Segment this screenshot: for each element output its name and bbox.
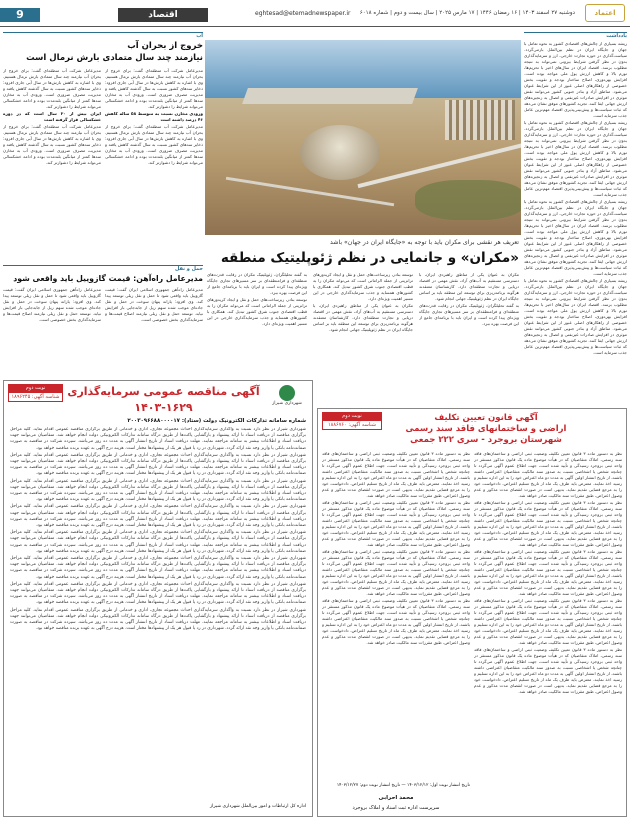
ad-title: آگهی قانون تعیین تکلیف: [434, 413, 538, 423]
left-news-rail: [3, 265, 203, 375]
news-subhead: ورودی مخازن نسبت به متوسط ۵۸ ساله کاهش ۴۶ درصد داشته است: [105, 111, 203, 122]
page-number: 9: [0, 8, 40, 22]
news-subheadline: نیازمند چند سال متمادی بارش نرمال است: [26, 53, 203, 63]
newspaper-logo: اعتماد: [585, 4, 625, 22]
news-body: مدیرعامل راه‌آهن جمهوری اسلامی ایران گفت: قیمت گازوییل باید واقعی شود تا حمل و نقل ریلی توسعه پیدا کند. وی افزود: یارانه پنهان سوخت در حمل و نقل جاده‌ای موجب شده سهم ریل از جابه‌جایی بار افزایش نیابد. توسعه حمل و نقل ریلی نیازمند اصلاح قیمت‌ها و سرمایه‌گذاری بخش خصوصی است.: [105, 287, 203, 322]
ad-stamp: نوبت دوم شناسه آگهی: ۱۸۸۶۷۶۰: [322, 412, 382, 430]
feature-kicker: تعریف هر نقشی برای مکران باید با توجه به «جایگاه ایران در جهان» باشد: [330, 239, 519, 246]
dateline: دوشنبه ۲۷ اسفند ۱۴۰۳ | ۱۶ رمضان ۱۴۴۶ | ۱۷ مارس ۲۰۲۵ | سال بیست و دوم | شماره ۶۰۱۸: [359, 10, 575, 16]
land-registry-ad: [317, 408, 627, 817]
ad-body: نظر به دستور ماده ۳ قانون تعیین تکلیف وضعیت ثبتی اراضی و ساختمان‌های فاقد سند رسمی، املاک متقاضیان که در هیأت موضوع ماده یک قانون مذکور مستقر در واحد ثبتی بروجرد رسیدگی و تأیید شده است، جهت اطلاع عموم آگهی می‌گردد تا چنانچه شخص یا اشخاصی نسبت به صدور سند مالکیت متقاضیان اعتراضی داشته باشند، از تاریخ انتشار اولین آگهی به مدت دو ماه اعتراض خود را به این اداره تسلیم و رسید اخذ نمایند. معترض باید ظرف یک ماه از تاریخ تسلیم اعتراض، دادخواست خود را به مرجع قضایی تقدیم نماید. بدیهی است در صورت انقضای مدت مذکور و عدم وصول اعتراض، طبق مقررات سند مالکیت صادر خواهد شد. نظر به دستور ماده ۳ قانون تعیین تکلیف وضعیت ثبتی اراضی و ساختمان‌های فاقد سند رسمی، املاک متقاضیان که در هیأت موضوع ماده یک قانون مذکور مستقر در واحد ثبتی بروجرد رسیدگی و تأیید شده است، جهت اطلاع عموم آگهی می‌گردد تا چنانچه شخص یا اشخاصی نسبت به صدور سند مالکیت متقاضیان اعتراضی داشته باشند، از تاریخ انتشار اولین آگهی به مدت دو ماه اعتراض خود را به این اداره تسلیم و رسید اخذ نمایند. معترض باید ظرف یک ماه از تاریخ تسلیم اعتراض، دادخواست خود را به مرجع قضایی تقدیم نماید. بدیهی است در صورت انقضای مدت مذکور و عدم وصول اعتراض، طبق مقررات سند مالکیت صادر خواهد شد. نظر به دستور ماده ۳ قانون تعیین تکلیف وضعیت ثبتی اراضی و ساختمان‌های فاقد سند رسمی، املاک متقاضیان که در هیأت موضوع ماده یک قانون مذکور مستقر در واحد ثبتی بروجرد رسیدگی و تأیید شده است، جهت اطلاع عموم آگهی می‌گردد تا چنانچه شخص یا اشخاصی نسبت به صدور سند مالکیت متقاضیان اعتراضی داشته باشند، از تاریخ انتشار اولین آگهی به مدت دو ماه اعتراض خود را به این اداره تسلیم و رسید اخذ نمایند. معترض باید ظرف یک ماه از تاریخ تسلیم اعتراض، دادخواست خود را به مرجع قضایی تقدیم نماید. بدیهی است در صورت انقضای مدت مذکور و عدم وصول اعتراض، طبق مقررات سند مالکیت صادر خواهد شد. نظر به دستور ماده ۳ قانون تعیین تکلیف وضعیت ثبتی اراضی و ساختمان‌های فاقد سند رسمی، املاک متقاضیان که در هیأت موضوع ماده یک قانون مذکور مستقر در واحد ثبتی بروجرد رسیدگی و تأیید شده است، جهت اطلاع عموم آگهی می‌گردد تا چنانچه شخص یا اشخاصی نسبت به صدور سند مالکیت متقاضیان اعتراضی داشته باشند، از تاریخ انتشار اولین آگهی به مدت دو ماه اعتراض خود را به این اداره تسلیم و رسید اخذ نمایند. معترض باید ظرف یک ماه از تاریخ تسلیم اعتراض، دادخواست خود را به مرجع قضایی تقدیم نماید. بدیهی است در صورت انقضای مدت مذکور و عدم وصول اعتراض، طبق مقررات سند مالکیت صادر خواهد شد. نظر به دستور ماده ۳ قانون تعیین تکلیف وضعیت ثبتی اراضی و ساختمان‌های فاقد سند رسمی، املاک متقاضیان که در هیأت موضوع ماده یک قانون مذکور مستقر در واحد ثبتی بروجرد رسیدگی و تأیید شده است، جهت اطلاع عموم آگهی می‌گردد تا چنانچه شخص یا اشخاصی نسبت به صدور سند مالکیت متقاضیان اعتراضی داشته باشند، از تاریخ انتشار اولین آگهی به مدت دو ماه اعتراض خود را به این اداره تسلیم و رسید اخذ نمایند. معترض باید ظرف یک ماه از تاریخ تسلیم اعتراض، دادخواست خود را به مرجع قضایی تقدیم نماید. بدیهی است در صورت انقضای مدت مذکور و عدم وصول اعتراض، طبق مقررات سند مالکیت صادر خواهد شد.: [474, 451, 622, 694]
ad-footer: اداره کل ارتباطات و امور بین‌الملل شهرداری شیراز: [210, 804, 306, 809]
news-body: مدیرعامل شرکت آب منطقه‌ای گفت: برای خروج از بحران آب نیازمند چند سال متمادی بارش نرمال هستیم. وی با اشاره به کاهش بارش‌ها در سال آبی جاری افزود: ذخایر سدهای کشور نسبت به سال گذشته کاهش یافته و مدیریت مصرف ضروری است. ورودی آب به مخازن سدها کمتر از میانگین بلندمدت بوده و ادامه خشکسالی می‌تواند شرایط را دشوارتر کند. ایران بیش از ۳۰ سال است که در دوره خشکسالی قرار گرفته است مدیرعامل شرکت آب منطقه‌ای گفت: برای خروج از بحران آب نیازمند چند سال متمادی بارش نرمال هستیم. وی با اشاره به کاهش بارش‌ها در سال آبی جاری افزود: ذخایر سدهای کشور نسبت به سال گذشته کاهش یافته و مدیریت مصرف ضروری است. ورودی آب به مخازن سدها کمتر از میانگین بلندمدت بوده و ادامه خشکسالی می‌تواند شرایط را دشوارتر کند.: [3, 68, 101, 165]
ad-title: شهرستان بروجرد - سری ۲۲۲ جمعی: [410, 435, 562, 445]
news-tag: حمل و نقل: [175, 266, 203, 272]
right-column-note: [524, 32, 627, 404]
ad-signer-title: سرپرست اداره ثبت اسناد و املاک بروجرد: [352, 805, 440, 811]
feature-column: به گفته تحلیلگران، ژئوپلیتیک مکران در رقابت قدرت‌های منطقه‌ای و فرامنطقه‌ای بر سر مسیرهای تجاری جایگاه ویژه‌ای پیدا کرده است و ایران باید با برنامه‌ای جامع از این فرصت بهره ببرد. توسعه بنادر، زیرساخت‌های حمل و نقل و ایجاد کریدورهای ترانزیتی از جمله الزاماتی است که می‌تواند مکران را به قطب اقتصادی جنوب شرق کشور تبدیل کند. همکاری با کشورهای همسایه و جذب سرمایه‌گذاری خارجی در این مسیر اهمیت ویژه‌ای دارد.: [207, 272, 307, 326]
left-news-water: [3, 32, 203, 262]
note-body: ریشه بسیاری از چالش‌های اقتصادی کشور به نحوه تعامل با جهان و جایگاه ایران در نظم بین‌الملل بازمی‌گردد. سیاست‌گذاری در حوزه تجارت خارجی، ارز و سرمایه‌گذاری بدون در نظر گرفتن شرایط بیرونی نمی‌تواند به نتیجه مطلوب برسد. اقتصاد ایران در سال‌های اخیر با تحریم‌ها، تورم بالا و کاهش ارزش پول ملی مواجه بوده است. افزایش بهره‌وری، اصلاح ساختار بودجه و تقویت بخش خصوصی از راهکارهای اصلی عبور از این شرایط عنوان می‌شود. مناطق آزاد و بنادر جنوبی کشور می‌توانند نقش موثری در افزایش صادرات غیرنفتی و اتصال به زنجیره‌های ارزش جهانی ایفا کنند. تجربه کشورهای موفق نشان می‌دهد که ثبات سیاست‌ها و پیش‌بینی‌پذیری اقتصاد مهم‌ترین عامل جذب سرمایه است. ریشه بسیاری از چالش‌های اقتصادی کشور به نحوه تعامل با جهان و جایگاه ایران در نظم بین‌الملل بازمی‌گردد. سیاست‌گذاری در حوزه تجارت خارجی، ارز و سرمایه‌گذاری بدون در نظر گرفتن شرایط بیرونی نمی‌تواند به نتیجه مطلوب برسد. اقتصاد ایران در سال‌های اخیر با تحریم‌ها، تورم بالا و کاهش ارزش پول ملی مواجه بوده است. افزایش بهره‌وری، اصلاح ساختار بودجه و تقویت بخش خصوصی از راهکارهای اصلی عبور از این شرایط عنوان می‌شود. مناطق آزاد و بنادر جنوبی کشور می‌توانند نقش موثری در افزایش صادرات غیرنفتی و اتصال به زنجیره‌های ارزش جهانی ایفا کنند. تجربه کشورهای موفق نشان می‌دهد که ثبات سیاست‌ها و پیش‌بینی‌پذیری اقتصاد مهم‌ترین عامل جذب سرمایه است. ریشه بسیاری از چالش‌های اقتصادی کشور به نحوه تعامل با جهان و جایگاه ایران در نظم بین‌الملل بازمی‌گردد. سیاست‌گذاری در حوزه تجارت خارجی، ارز و سرمایه‌گذاری بدون در نظر گرفتن شرایط بیرونی نمی‌تواند به نتیجه مطلوب برسد. اقتصاد ایران در سال‌های اخیر با تحریم‌ها، تورم بالا و کاهش ارزش پول ملی مواجه بوده است. افزایش بهره‌وری، اصلاح ساختار بودجه و تقویت بخش خصوصی از راهکارهای اصلی عبور از این شرایط عنوان می‌شود. مناطق آزاد و بنادر جنوبی کشور می‌توانند نقش موثری در افزایش صادرات غیرنفتی و اتصال به زنجیره‌های ارزش جهانی ایفا کنند. تجربه کشورهای موفق نشان می‌دهد که ثبات سیاست‌ها و پیش‌بینی‌پذیری اقتصاد مهم‌ترین عامل جذب سرمایه است. ریشه بسیاری از چالش‌های اقتصادی کشور به نحوه تعامل با جهان و جایگاه ایران در نظم بین‌الملل بازمی‌گردد. سیاست‌گذاری در حوزه تجارت خارجی، ارز و سرمایه‌گذاری بدون در نظر گرفتن شرایط بیرونی نمی‌تواند به نتیجه مطلوب برسد. اقتصاد ایران در سال‌های اخیر با تحریم‌ها، تورم بالا و کاهش ارزش پول ملی مواجه بوده است. افزایش بهره‌وری، اصلاح ساختار بودجه و تقویت بخش خصوصی از راهکارهای اصلی عبور از این شرایط عنوان می‌شود. مناطق آزاد و بنادر جنوبی کشور می‌توانند نقش موثری در افزایش صادرات غیرنفتی و اتصال به زنجیره‌های ارزش جهانی ایفا کنند. تجربه کشورهای موفق نشان می‌دهد که ثبات سیاست‌ها و پیش‌بینی‌پذیری اقتصاد مهم‌ترین عامل جذب سرمایه است.: [524, 41, 627, 355]
ad-body: نظر به دستور ماده ۳ قانون تعیین تکلیف وضعیت ثبتی اراضی و ساختمان‌های فاقد سند رسمی، املاک متقاضیان که در هیأت موضوع ماده یک قانون مذکور مستقر در واحد ثبتی بروجرد رسیدگی و تأیید شده است، جهت اطلاع عموم آگهی می‌گردد تا چنانچه شخص یا اشخاصی نسبت به صدور سند مالکیت متقاضیان اعتراضی داشته باشند، از تاریخ انتشار اولین آگهی به مدت دو ماه اعتراض خود را به این اداره تسلیم و رسید اخذ نمایند. معترض باید ظرف یک ماه از تاریخ تسلیم اعتراض، دادخواست خود را به مرجع قضایی تقدیم نماید. بدیهی است در صورت انقضای مدت مذکور و عدم وصول اعتراض، طبق مقررات سند مالکیت صادر خواهد شد. نظر به دستور ماده ۳ قانون تعیین تکلیف وضعیت ثبتی اراضی و ساختمان‌های فاقد سند رسمی، املاک متقاضیان که در هیأت موضوع ماده یک قانون مذکور مستقر در واحد ثبتی بروجرد رسیدگی و تأیید شده است، جهت اطلاع عموم آگهی می‌گردد تا چنانچه شخص یا اشخاصی نسبت به صدور سند مالکیت متقاضیان اعتراضی داشته باشند، از تاریخ انتشار اولین آگهی به مدت دو ماه اعتراض خود را به این اداره تسلیم و رسید اخذ نمایند. معترض باید ظرف یک ماه از تاریخ تسلیم اعتراض، دادخواست خود را به مرجع قضایی تقدیم نماید. بدیهی است در صورت انقضای مدت مذکور و عدم وصول اعتراض، طبق مقررات سند مالکیت صادر خواهد شد. نظر به دستور ماده ۳ قانون تعیین تکلیف وضعیت ثبتی اراضی و ساختمان‌های فاقد سند رسمی، املاک متقاضیان که در هیأت موضوع ماده یک قانون مذکور مستقر در واحد ثبتی بروجرد رسیدگی و تأیید شده است، جهت اطلاع عموم آگهی می‌گردد تا چنانچه شخص یا اشخاصی نسبت به صدور سند مالکیت متقاضیان اعتراضی داشته باشند، از تاریخ انتشار اولین آگهی به مدت دو ماه اعتراض خود را به این اداره تسلیم و رسید اخذ نمایند. معترض باید ظرف یک ماه از تاریخ تسلیم اعتراض، دادخواست خود را به مرجع قضایی تقدیم نماید. بدیهی است در صورت انقضای مدت مذکور و عدم وصول اعتراض، طبق مقررات سند مالکیت صادر خواهد شد. نظر به دستور ماده ۳ قانون تعیین تکلیف وضعیت ثبتی اراضی و ساختمان‌های فاقد سند رسمی، املاک متقاضیان که در هیأت موضوع ماده یک قانون مذکور مستقر در واحد ثبتی بروجرد رسیدگی و تأیید شده است، جهت اطلاع عموم آگهی می‌گردد تا چنانچه شخص یا اشخاصی نسبت به صدور سند مالکیت متقاضیان اعتراضی داشته باشند، از تاریخ انتشار اولین آگهی به مدت دو ماه اعتراض خود را به این اداره تسلیم و رسید اخذ نمایند. معترض باید ظرف یک ماه از تاریخ تسلیم اعتراض، دادخواست خود را به مرجع قضایی تقدیم نماید. بدیهی است در صورت انقضای مدت مذکور و عدم وصول اعتراض، طبق مقررات سند مالکیت صادر خواهد شد.: [322, 451, 470, 645]
section-title: اقتصاد: [118, 8, 208, 22]
feature-body: [207, 272, 519, 377]
news-tag: آب: [196, 33, 203, 39]
ad-signer: محمد احرابی: [378, 795, 414, 801]
news-headline: مدیرعامل راه‌آهن: قیمت گازوییل باید واقعی شود: [13, 274, 203, 283]
feature-column: مکران به عنوان یکی از مناطق راهبردی ایران، با دسترسی مستقیم به آب‌های آزاد، نقش مهمی در اقتصاد دریایی و تجارت منطقه‌ای دارد. کارشناسان معتقدند هرگونه برنامه‌ریزی برای توسعه این منطقه باید بر اساس جایگاه ایران در نظم ژئوپلیتیک جهانی انجام شود. به گفته تحلیلگران، ژئوپلیتیک مکران در رقابت قدرت‌های منطقه‌ای و فرامنطقه‌ای بر سر مسیرهای تجاری جایگاه ویژه‌ای پیدا کرده است و ایران باید با برنامه‌ای جامع از این فرصت بهره ببرد.: [419, 272, 519, 326]
org-logo: [266, 385, 308, 415]
news-body: مدیرعامل راه‌آهن جمهوری اسلامی ایران گفت: قیمت گازوییل باید واقعی شود تا حمل و نقل ریلی توسعه پیدا کند. وی افزود: یارانه پنهان سوخت در حمل و نقل جاده‌ای موجب شده سهم ریل از جابه‌جایی بار افزایش نیابد. توسعه حمل و نقل ریلی نیازمند اصلاح قیمت‌ها و سرمایه‌گذاری بخش خصوصی است.: [3, 287, 101, 322]
ad-body: شهرداری شیراز در نظر دارد نسبت به واگذاری سرمایه‌گذاری احداث مجموعه تجاری، اداری و خدماتی از طریق برگزاری مناقصه عمومی اقدام نماید. کلیه مراحل برگزاری مناقصه از دریافت اسناد تا ارائه پیشنهاد و بازگشایی پاکت‌ها از طریق درگاه سامانه تدارکات الکترونیکی دولت انجام خواهد شد. متقاضیان می‌توانند جهت دریافت اسناد و اطلاعات بیشتر به سامانه مراجعه نمایند. مهلت دریافت اسناد از تاریخ انتشار آگهی به مدت ده روز می‌باشد. سپرده شرکت در مناقصه به صورت ضمانت‌نامه بانکی یا واریز وجه نقد ارائه گردد. شهرداری در رد یا قبول هر یک از پیشنهادها مختار است. هزینه درج آگهی به عهده برنده مناقصه خواهد بود. شهرداری شیراز در نظر دارد نسبت به واگذاری سرمایه‌گذاری احداث مجموعه تجاری، اداری و خدماتی از طریق برگزاری مناقصه عمومی اقدام نماید. کلیه مراحل برگزاری مناقصه از دریافت اسناد تا ارائه پیشنهاد و بازگشایی پاکت‌ها از طریق درگاه سامانه تدارکات الکترونیکی دولت انجام خواهد شد. متقاضیان می‌توانند جهت دریافت اسناد و اطلاعات بیشتر به سامانه مراجعه نمایند. مهلت دریافت اسناد از تاریخ انتشار آگهی به مدت ده روز می‌باشد. سپرده شرکت در مناقصه به صورت ضمانت‌نامه بانکی یا واریز وجه نقد ارائه گردد. شهرداری در رد یا قبول هر یک از پیشنهادها مختار است. هزینه درج آگهی به عهده برنده مناقصه خواهد بود. شهرداری شیراز در نظر دارد نسبت به واگذاری سرمایه‌گذاری احداث مجموعه تجاری، اداری و خدماتی از طریق برگزاری مناقصه عمومی اقدام نماید. کلیه مراحل برگزاری مناقصه از دریافت اسناد تا ارائه پیشنهاد و بازگشایی پاکت‌ها از طریق درگاه سامانه تدارکات الکترونیکی دولت انجام خواهد شد. متقاضیان می‌توانند جهت دریافت اسناد و اطلاعات بیشتر به سامانه مراجعه نمایند. مهلت دریافت اسناد از تاریخ انتشار آگهی به مدت ده روز می‌باشد. سپرده شرکت در مناقصه به صورت ضمانت‌نامه بانکی یا واریز وجه نقد ارائه گردد. شهرداری در رد یا قبول هر یک از پیشنهادها مختار است. هزینه درج آگهی به عهده برنده مناقصه خواهد بود. شهرداری شیراز در نظر دارد نسبت به واگذاری سرمایه‌گذاری احداث مجموعه تجاری، اداری و خدماتی از طریق برگزاری مناقصه عمومی اقدام نماید. کلیه مراحل برگزاری مناقصه از دریافت اسناد تا ارائه پیشنهاد و بازگشایی پاکت‌ها از طریق درگاه سامانه تدارکات الکترونیکی دولت انجام خواهد شد. متقاضیان می‌توانند جهت دریافت اسناد و اطلاعات بیشتر به سامانه مراجعه نمایند. مهلت دریافت اسناد از تاریخ انتشار آگهی به مدت ده روز می‌باشد. سپرده شرکت در مناقصه به صورت ضمانت‌نامه بانکی یا واریز وجه نقد ارائه گردد. شهرداری در رد یا قبول هر یک از پیشنهادها مختار است. هزینه درج آگهی به عهده برنده مناقصه خواهد بود. شهرداری شیراز در نظر دارد نسبت به واگذاری سرمایه‌گذاری احداث مجموعه تجاری، اداری و خدماتی از طریق برگزاری مناقصه عمومی اقدام نماید. کلیه مراحل برگزاری مناقصه از دریافت اسناد تا ارائه پیشنهاد و بازگشایی پاکت‌ها از طریق درگاه سامانه تدارکات الکترونیکی دولت انجام خواهد شد. متقاضیان می‌توانند جهت دریافت اسناد و اطلاعات بیشتر به سامانه مراجعه نمایند. مهلت دریافت اسناد از تاریخ انتشار آگهی به مدت ده روز می‌باشد. سپرده شرکت در مناقصه به صورت ضمانت‌نامه بانکی یا واریز وجه نقد ارائه گردد. شهرداری در رد یا قبول هر یک از پیشنهادها مختار است. هزینه درج آگهی به عهده برنده مناقصه خواهد بود. شهرداری شیراز در نظر دارد نسبت به واگذاری سرمایه‌گذاری احداث مجموعه تجاری، اداری و خدماتی از طریق برگزاری مناقصه عمومی اقدام نماید. کلیه مراحل برگزاری مناقصه از دریافت اسناد تا ارائه پیشنهاد و بازگشایی پاکت‌ها از طریق درگاه سامانه تدارکات الکترونیکی دولت انجام خواهد شد. متقاضیان می‌توانند جهت دریافت اسناد و اطلاعات بیشتر به سامانه مراجعه نمایند. مهلت دریافت اسناد از تاریخ انتشار آگهی به مدت ده روز می‌باشد. سپرده شرکت در مناقصه به صورت ضمانت‌نامه بانکی یا واریز وجه نقد ارائه گردد. شهرداری در رد یا قبول هر یک از پیشنهادها مختار است. هزینه درج آگهی به عهده برنده مناقصه خواهد بود. شهرداری شیراز در نظر دارد نسبت به واگذاری سرمایه‌گذاری احداث مجموعه تجاری، اداری و خدماتی از طریق برگزاری مناقصه عمومی اقدام نماید. کلیه مراحل برگزاری مناقصه از دریافت اسناد تا ارائه پیشنهاد و بازگشایی پاکت‌ها از طریق درگاه سامانه تدارکات الکترونیکی دولت انجام خواهد شد. متقاضیان می‌توانند جهت دریافت اسناد و اطلاعات بیشتر به سامانه مراجعه نمایند. مهلت دریافت اسناد از تاریخ انتشار آگهی به مدت ده روز می‌باشد. سپرده شرکت در مناقصه به صورت ضمانت‌نامه بانکی یا واریز وجه نقد ارائه گردد. شهرداری در رد یا قبول هر یک از پیشنهادها مختار است. هزینه درج آگهی به عهده برنده مناقصه خواهد بود. شهرداری شیراز در نظر دارد نسبت به واگذاری سرمایه‌گذاری احداث مجموعه تجاری، اداری و خدماتی از طریق برگزاری مناقصه عمومی اقدام نماید. کلیه مراحل برگزاری مناقصه از دریافت اسناد تا ارائه پیشنهاد و بازگشایی پاکت‌ها از طریق درگاه سامانه تدارکات الکترونیکی دولت انجام خواهد شد. متقاضیان می‌توانند جهت دریافت اسناد و اطلاعات بیشتر به سامانه مراجعه نمایند. مهلت دریافت اسناد از تاریخ انتشار آگهی به مدت ده روز می‌باشد. سپرده شرکت در مناقصه به صورت ضمانت‌نامه بانکی یا واریز وجه نقد ارائه گردد. شهرداری در رد یا قبول هر یک از پیشنهادها مختار است. هزینه درج آگهی به عهده برنده مناقصه خواهد بود.: [10, 427, 306, 632]
feature-photo: [205, 40, 521, 235]
news-body: مدیرعامل شرکت آب منطقه‌ای گفت: برای خروج از بحران آب نیازمند چند سال متمادی بارش نرمال هستیم. وی با اشاره به کاهش بارش‌ها در سال آبی جاری افزود: ذخایر سدهای کشور نسبت به سال گذشته کاهش یافته و مدیریت مصرف ضروری است. ورودی آب به مخازن سدها کمتر از میانگین بلندمدت بوده و ادامه خشکسالی می‌تواند شرایط را دشوارتر کند. ورودی مخازن نسبت به متوسط ۵۸ ساله کاهش ۴۶ درصد داشته است مدیرعامل شرکت آب منطقه‌ای گفت: برای خروج از بحران آب نیازمند چند سال متمادی بارش نرمال هستیم. وی با اشاره به کاهش بارش‌ها در سال آبی جاری افزود: ذخایر سدهای کشور نسبت به سال گذشته کاهش یافته و مدیریت مصرف ضروری است. ورودی آب به مخازن سدها کمتر از میانگین بلندمدت بوده و ادامه خشکسالی می‌تواند شرایط را دشوارتر کند.: [105, 68, 203, 165]
org-name: شهرداری شیراز: [272, 401, 302, 406]
news-headline: خروج از بحران آب: [127, 41, 203, 51]
ad-title: اراضی و ساختمانهای فاقد سند رسمی: [405, 424, 567, 434]
ad-ref: شماره سامانه تدارکات الکترونیک دولت (ستاد): ۲۰۰۳۰۹۶۶۸۸۰۰۰۰۱۷: [127, 418, 306, 424]
feature-headline: «مکران» و جانمایی در نظم ژئوپلیتیک منطقه: [220, 250, 519, 266]
tender-ad: [3, 380, 313, 817]
emblem-icon: [279, 385, 295, 401]
feature-column: توسعه بنادر، زیرساخت‌های حمل و نقل و ایجاد کریدورهای ترانزیتی از جمله الزاماتی است که می‌تواند مکران را به قطب اقتصادی جنوب شرق کشور تبدیل کند. همکاری با کشورهای همسایه و جذب سرمایه‌گذاری خارجی در این مسیر اهمیت ویژه‌ای دارد. مکران به عنوان یکی از مناطق راهبردی ایران، با دسترسی مستقیم به آب‌های آزاد، نقش مهمی در اقتصاد دریایی و تجارت منطقه‌ای دارد. کارشناسان معتقدند هرگونه برنامه‌ریزی برای توسعه این منطقه باید بر اساس جایگاه ایران در نظم ژئوپلیتیک جهانی انجام شود.: [313, 272, 413, 332]
news-subhead: ایران بیش از ۳۰ سال است که در دوره خشکسالی قرار گرفته است: [3, 111, 101, 122]
ad-title: آگهی مناقصه عمومی سرمایه‌گذاری: [67, 385, 260, 398]
ad-number: ۱۴۰۳-۱۶۲۹: [134, 401, 193, 414]
page-header: [0, 0, 630, 28]
ad-stamp: نوبت دوم شناسه آگهی: ۱۸۹۶۲۴۵: [8, 384, 63, 402]
ad-dates: تاریخ انتشار نوبت اول: ۱۴۰۳/۱۲/۱۲ — تاریخ انتشار نوبت دوم: ۱۴۰۳/۱۲/۲۷: [336, 783, 470, 788]
note-tag: یادداشت: [606, 33, 627, 39]
header-rule: [0, 26, 630, 27]
email: eghtesad@etemadnewspaper.ir: [255, 10, 351, 17]
